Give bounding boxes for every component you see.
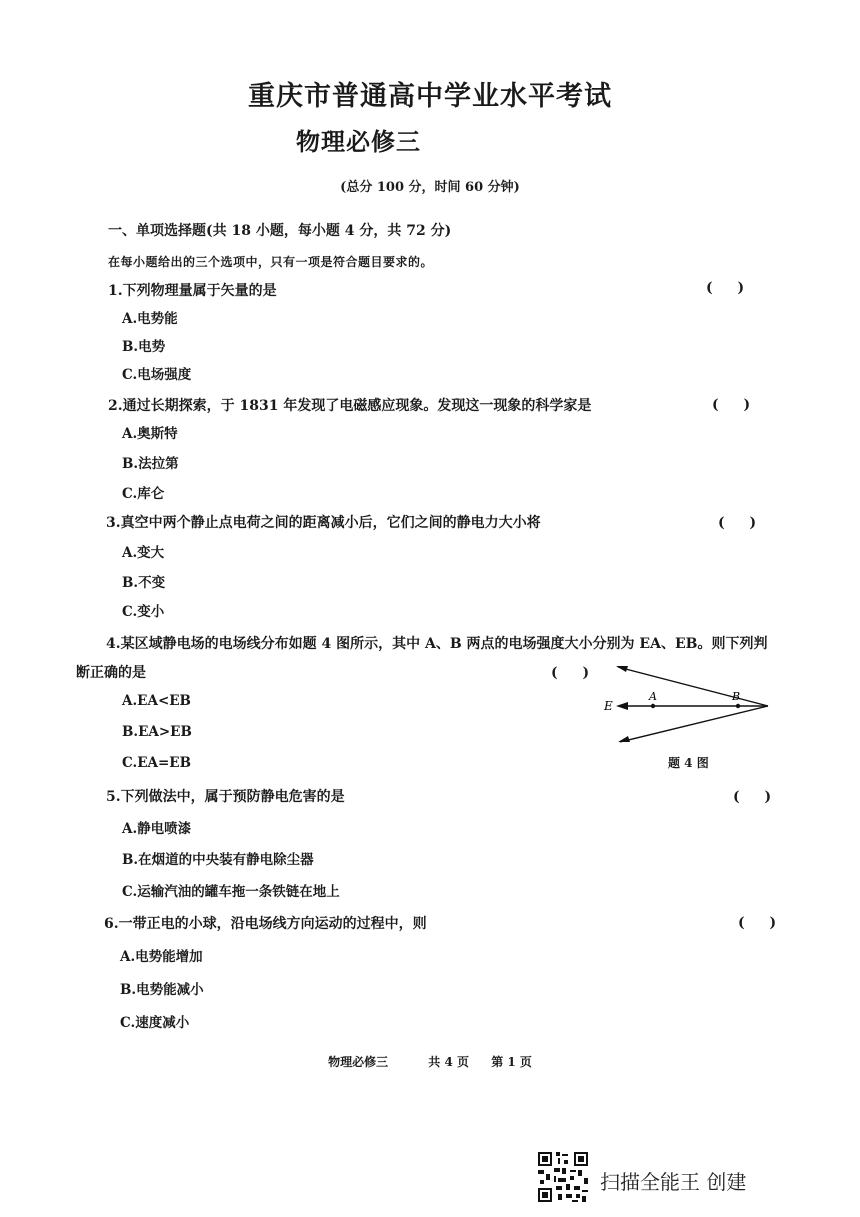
option: C.变小 xyxy=(122,604,165,620)
footer-page-count: 共 4 页 xyxy=(428,1055,469,1069)
answer-bracket: ( ) xyxy=(718,515,767,531)
answer-bracket: ( ) xyxy=(738,915,787,931)
page-subtitle: 物理必修三 xyxy=(296,127,421,156)
arrowhead-bottom xyxy=(618,736,630,742)
question-stem: 5.下列做法中，属于预防静电危害的是 xyxy=(106,789,345,805)
answer-bracket: ( ) xyxy=(733,789,782,805)
option: B.在烟道的中央装有静电除尘器 xyxy=(122,852,314,868)
option: C.电场强度 xyxy=(122,367,192,383)
point-b xyxy=(736,704,740,708)
section-heading: 一、单项选择题(共 18 小题，每小题 4 分，共 72 分) xyxy=(108,223,452,239)
option: C.运输汽油的罐车拖一条铁链在地上 xyxy=(122,884,340,900)
option: C.EA=EB xyxy=(122,755,191,771)
arrowhead-middle xyxy=(616,702,628,710)
question-stem: 1.下列物理量属于矢量的是 xyxy=(108,283,277,299)
question-stem: 3.真空中两个静止点电荷之间的距离减小后，它们之间的静电力大小将 xyxy=(106,515,541,531)
label-e: E xyxy=(604,699,613,713)
page-title: 重庆市普通高中学业水平考试 xyxy=(248,81,612,112)
answer-bracket: ( ) xyxy=(706,280,755,296)
option: A.静电喷漆 xyxy=(122,821,192,837)
option: B.EA>EB xyxy=(122,724,192,740)
label-a: A xyxy=(649,690,657,703)
arrowhead-top xyxy=(616,666,628,672)
footer-page-number: 第 1 页 xyxy=(491,1055,532,1069)
section-instruction: 在每小题给出的三个选项中，只有一项是符合题目要求的。 xyxy=(108,255,434,269)
point-a xyxy=(651,704,655,708)
field-line-top xyxy=(618,667,768,706)
option: B.法拉第 xyxy=(122,456,179,472)
question-stem: 4.某区域静电场的电场线分布如题 4 图所示，其中 A、B 两点的电场强度大小分别为 EA、EB。则下列判 xyxy=(106,636,768,652)
answer-bracket: ( ) xyxy=(712,397,761,413)
option: C.速度减小 xyxy=(120,1015,190,1031)
option: C.库仑 xyxy=(122,486,165,502)
question-stem-continued: 断正确的是 xyxy=(76,665,146,681)
option: A.奥斯特 xyxy=(122,426,178,442)
label-b: B xyxy=(732,690,741,703)
option: A.电势能 xyxy=(122,311,178,327)
electric-field-lines-figure xyxy=(598,658,773,748)
scanner-watermark: 扫描全能王 创建 xyxy=(600,1170,747,1194)
footer-subject: 物理必修三 xyxy=(328,1055,389,1069)
answer-bracket: ( ) xyxy=(551,665,600,681)
option: A.电势能增加 xyxy=(120,949,203,965)
option: B.不变 xyxy=(122,575,166,591)
page-footer xyxy=(0,1053,860,1070)
field-line-bottom xyxy=(620,706,768,742)
exam-meta: (总分 100 分，时间 60 分钟) xyxy=(340,180,520,195)
option: A.变大 xyxy=(122,545,165,561)
option: B.电势能减小 xyxy=(120,982,204,998)
figure-caption: 题 4 图 xyxy=(668,756,709,770)
question-stem: 2.通过长期探索，于 1831 年发现了电磁感应现象。发现这一现象的科学家是 xyxy=(108,398,592,414)
question-stem: 6.一带正电的小球，沿电场线方向运动的过程中，则 xyxy=(104,916,427,932)
option: B.电势 xyxy=(122,339,166,355)
qr-code-icon xyxy=(536,1150,590,1204)
option: A.EA<EB xyxy=(122,693,191,709)
